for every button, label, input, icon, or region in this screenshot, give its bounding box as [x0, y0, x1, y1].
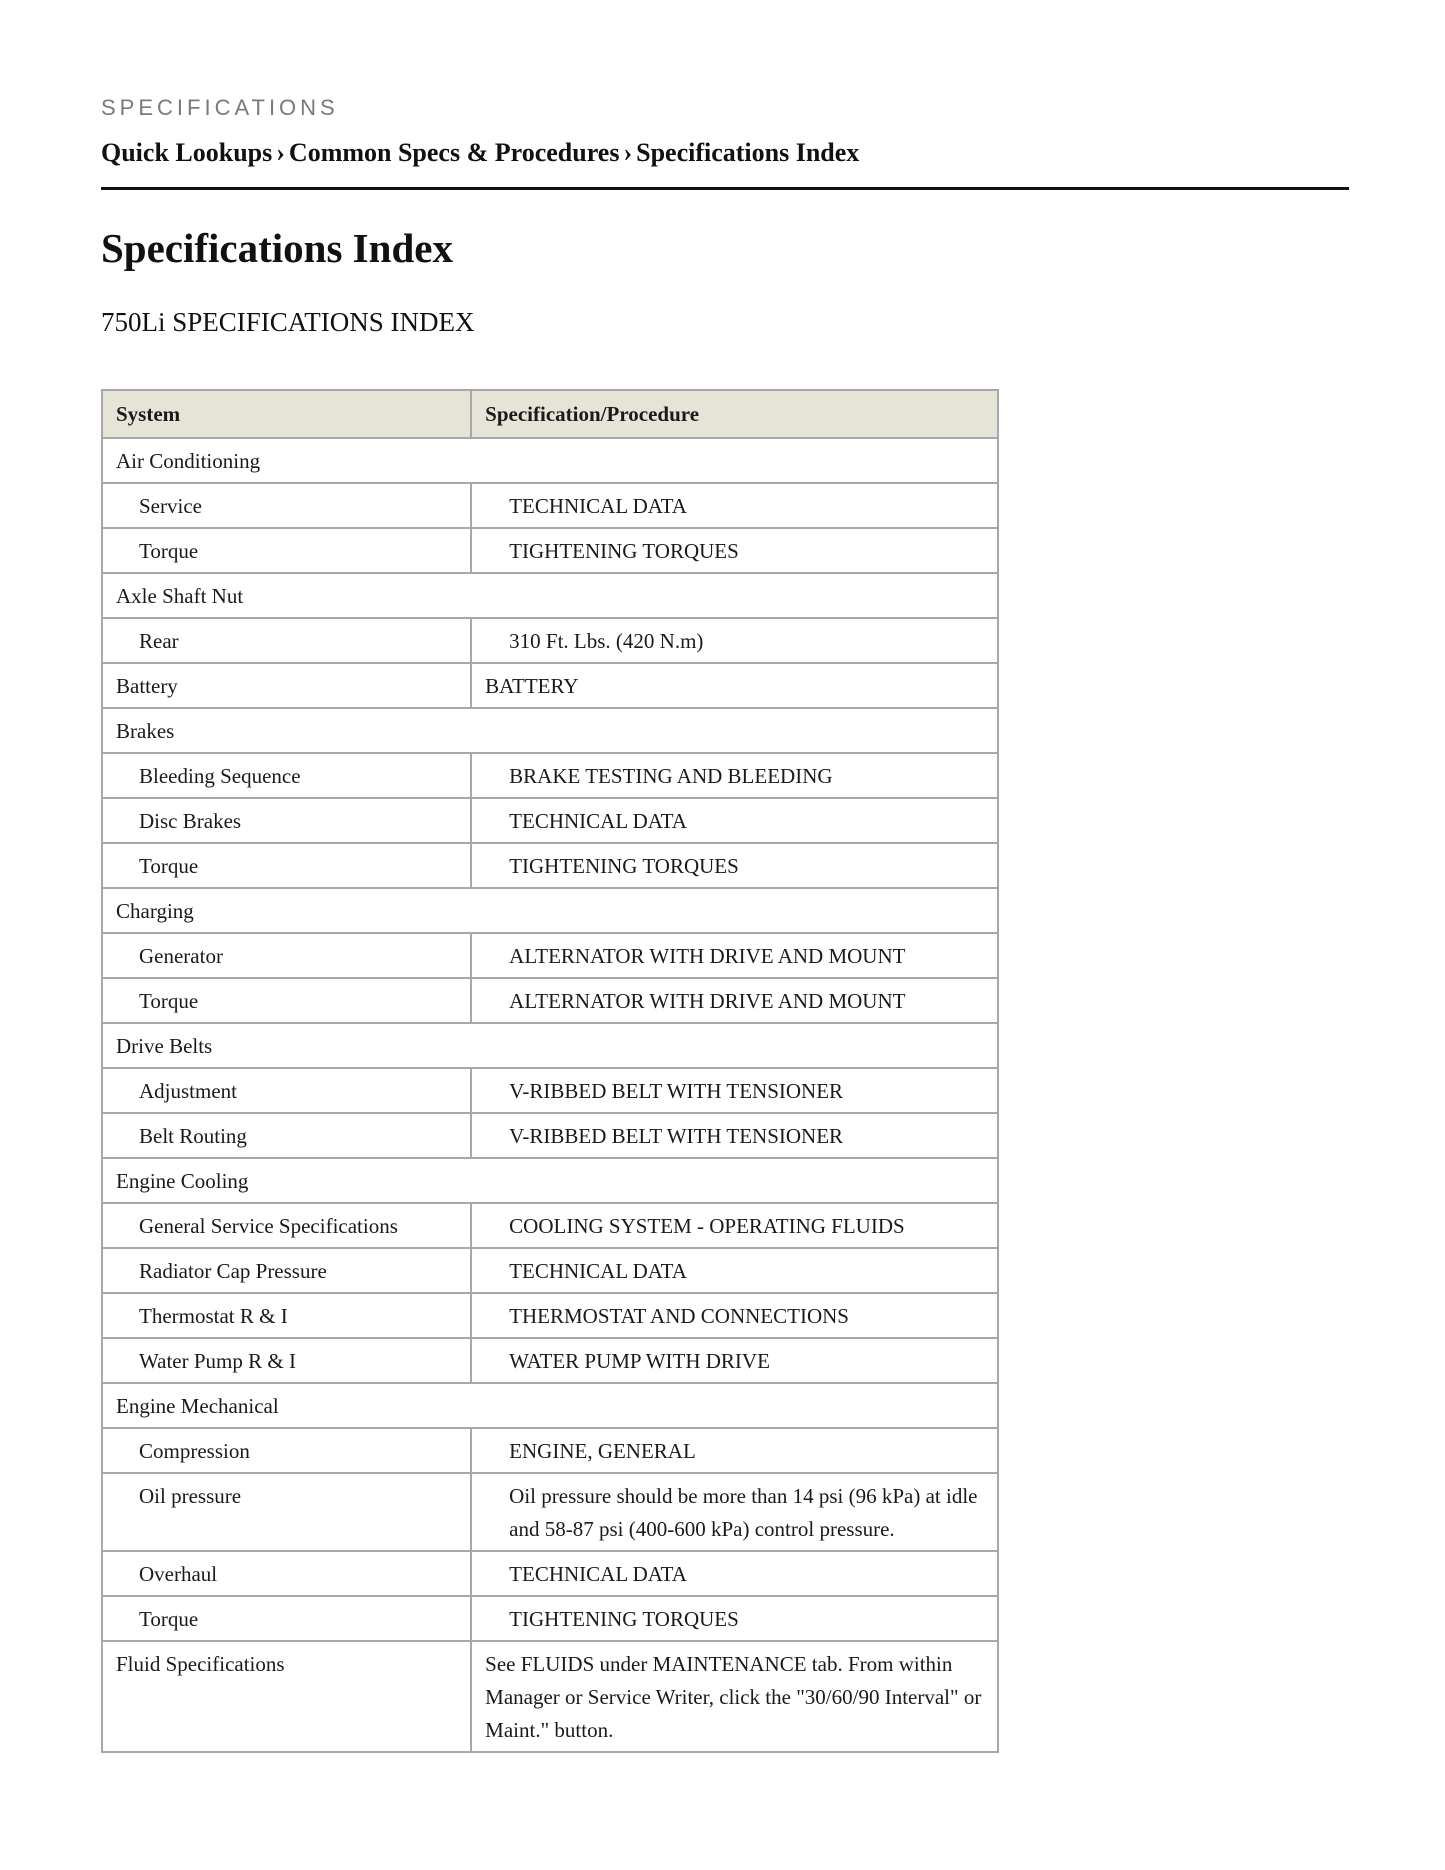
table-row — [102, 1551, 998, 1596]
group-label: Engine Mechanical — [102, 1383, 998, 1428]
table-row — [102, 1596, 998, 1641]
column-header-system: System — [102, 390, 471, 438]
spec-cell[interactable]: V-RIBBED BELT WITH TENSIONER — [471, 1068, 998, 1113]
table-row — [102, 978, 998, 1023]
breadcrumb — [101, 138, 859, 168]
system-cell: Rear — [102, 618, 471, 663]
group-label: Charging — [102, 888, 998, 933]
table-body — [102, 438, 998, 1752]
group-label: Engine Cooling — [102, 1158, 998, 1203]
table-row — [102, 1428, 998, 1473]
system-cell: Torque — [102, 978, 471, 1023]
system-cell: Fluid Specifications — [102, 1641, 471, 1752]
spec-cell[interactable]: V-RIBBED BELT WITH TENSIONER — [471, 1113, 998, 1158]
group-label: Drive Belts — [102, 1023, 998, 1068]
table-row — [102, 1203, 998, 1248]
system-cell: Service — [102, 483, 471, 528]
system-cell: Belt Routing — [102, 1113, 471, 1158]
table-row — [102, 753, 998, 798]
system-cell: Compression — [102, 1428, 471, 1473]
group-label: Air Conditioning — [102, 438, 998, 483]
system-cell: Torque — [102, 843, 471, 888]
system-cell: Disc Brakes — [102, 798, 471, 843]
spec-cell[interactable]: TIGHTENING TORQUES — [471, 1596, 998, 1641]
system-cell: Radiator Cap Pressure — [102, 1248, 471, 1293]
system-cell: Torque — [102, 1596, 471, 1641]
table-row — [102, 843, 998, 888]
system-cell: General Service Specifications — [102, 1203, 471, 1248]
group-label: Brakes — [102, 708, 998, 753]
breadcrumb-current: Specifications Index — [636, 138, 860, 167]
table-row — [102, 798, 998, 843]
page-subtitle: 750Li SPECIFICATIONS INDEX — [101, 307, 475, 337]
breadcrumb-link-quick-lookups[interactable]: Quick Lookups — [101, 138, 273, 167]
page-title: Specifications Index — [101, 225, 453, 271]
table-group-row — [102, 888, 998, 933]
table-group-row — [102, 1023, 998, 1068]
spec-cell[interactable]: TECHNICAL DATA — [471, 483, 998, 528]
system-cell: Battery — [102, 663, 471, 708]
spec-cell[interactable]: TECHNICAL DATA — [471, 1551, 998, 1596]
table-group-row — [102, 1158, 998, 1203]
spec-cell: 310 Ft. Lbs. (420 N.m) — [471, 618, 998, 663]
header-divider — [101, 187, 1349, 190]
table-group-row — [102, 708, 998, 753]
spec-cell[interactable]: TECHNICAL DATA — [471, 1248, 998, 1293]
table-row — [102, 1068, 998, 1113]
system-cell: Thermostat R & I — [102, 1293, 471, 1338]
table-row — [102, 933, 998, 978]
table-row — [102, 1641, 998, 1752]
spec-cell[interactable]: THERMOSTAT AND CONNECTIONS — [471, 1293, 998, 1338]
table-group-row — [102, 1383, 998, 1428]
table-row — [102, 1473, 998, 1551]
system-cell: Water Pump R & I — [102, 1338, 471, 1383]
system-cell: Adjustment — [102, 1068, 471, 1113]
table-group-row — [102, 573, 998, 618]
spec-cell[interactable]: COOLING SYSTEM - OPERATING FLUIDS — [471, 1203, 998, 1248]
spec-cell[interactable]: ALTERNATOR WITH DRIVE AND MOUNT — [471, 978, 998, 1023]
section-label: SPECIFICATIONS — [101, 95, 339, 120]
table-row — [102, 528, 998, 573]
table-row — [102, 1338, 998, 1383]
specifications-table — [101, 389, 999, 1753]
spec-cell: Oil pressure should be more than 14 psi (96 kPa) at idle and 58-87 psi (400-600 kPa) control pressure. — [471, 1473, 998, 1551]
spec-cell[interactable]: BRAKE TESTING AND BLEEDING — [471, 753, 998, 798]
table-row — [102, 663, 998, 708]
spec-cell: See FLUIDS under MAINTENANCE tab. From within Manager or Service Writer, click the "30/60/90 Interval" or Maint." button. — [471, 1641, 998, 1752]
spec-cell[interactable]: ENGINE, GENERAL — [471, 1428, 998, 1473]
spec-cell: BATTERY — [471, 663, 998, 708]
table-row — [102, 1293, 998, 1338]
table-group-row — [102, 438, 998, 483]
spec-cell[interactable]: WATER PUMP WITH DRIVE — [471, 1338, 998, 1383]
group-label: Axle Shaft Nut — [102, 573, 998, 618]
table-row — [102, 1248, 998, 1293]
spec-cell[interactable]: TIGHTENING TORQUES — [471, 843, 998, 888]
spec-cell[interactable]: TIGHTENING TORQUES — [471, 528, 998, 573]
column-header-spec: Specification/Procedure — [471, 390, 998, 438]
table-row — [102, 618, 998, 663]
table-header-row — [102, 390, 998, 438]
spec-cell[interactable]: TECHNICAL DATA — [471, 798, 998, 843]
system-cell: Torque — [102, 528, 471, 573]
breadcrumb-link-common-specs[interactable]: Common Specs & Procedures — [288, 138, 620, 167]
system-cell: Bleeding Sequence — [102, 753, 471, 798]
system-cell: Generator — [102, 933, 471, 978]
table-row — [102, 483, 998, 528]
system-cell: Oil pressure — [102, 1473, 471, 1551]
breadcrumb-separator: › — [276, 138, 285, 167]
table-row — [102, 1113, 998, 1158]
system-cell: Overhaul — [102, 1551, 471, 1596]
breadcrumb-separator: › — [623, 138, 633, 167]
spec-cell[interactable]: ALTERNATOR WITH DRIVE AND MOUNT — [471, 933, 998, 978]
